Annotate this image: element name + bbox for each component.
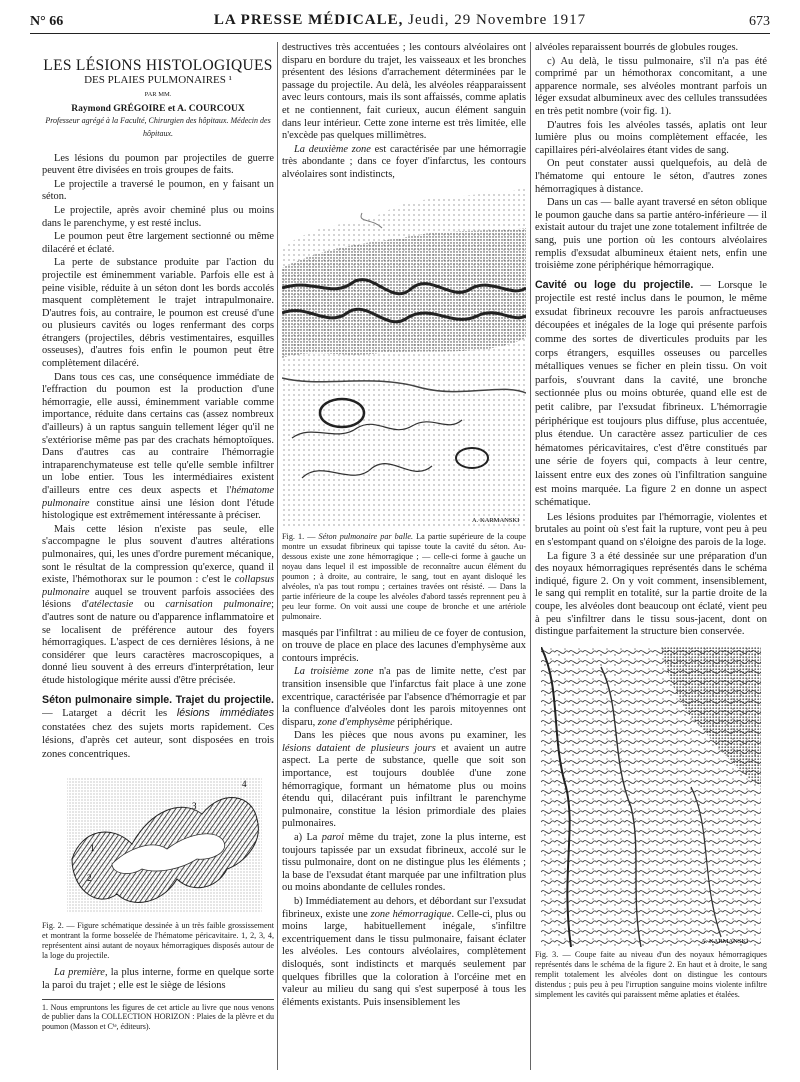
footnote: 1. Nous empruntons les figures de cet article au livre que nous venons de publier dans la COLLECTION HORIZON : Plaies de la plèvre et du poumon (Masson et Cⁱᵉ, éditeurs). [42, 999, 274, 1032]
figure-label: 2 [87, 873, 92, 884]
paragraph: a) La paroi même du trajet, zone la plus interne, est toujours tapissée par un exsudat fibrineux, accolé sur le tissu pulmonaire, dont on ne distingue plus les éléments ; la base de l'exsudat étant marquée par une infiltration plus ou moins abondante de cellules rondes. [282, 832, 526, 894]
page-header [30, 10, 770, 32]
section-heading: Séton pulmonaire simple. Trajet du projectile. — Latarget a décrit les lésions immédiates constatées chez des sujets morts rapidement. Ces lésions, d'après cet auteur, sont disposées en trois zones concentriques. [42, 693, 274, 760]
paragraph: Les lésions produites par l'hémorragie, violentes et brutales au point où s'est fait la rupture, vont peu à peu en s'estompant quand on s'éloigne des parois de la loge. [535, 511, 767, 548]
figure-label: 3 [192, 801, 197, 812]
column-rule [530, 42, 531, 1070]
column-1 [42, 42, 274, 1072]
figure-signature: A. KARMANSKI [701, 937, 749, 945]
issue-number: N° 66 [30, 14, 64, 29]
paragraph: Dans tous ces cas, une conséquence immédiate de l'effraction du poumon est la production d'une hémorragie, elle aussi, éminemment variable comme importance, réduite dans certains cas (assez nombreux d'ailleurs) à un raptus sanguin tellement léger qu'il ne s'extériorise même pas par des crachats hémoptoïques. Dans d'autres cas au contraire l'hémorragie intraparenchymateuse est telle qu'elle semble infiltrer un lobe entier. Tous les intermédiaires existent d'ailleurs entre ces deux aspects et l'hématome pulmonaire constitue ainsi une lésion dont l'étude histologique est extrêmement intéressante à préciser. [42, 371, 274, 522]
paragraph: La première, la plus interne, forme en quelque sorte la paroi du trajet ; elle est le siège de lésions [42, 967, 274, 992]
paragraph: destructives très accentuées ; les contours alvéolaires ont disparu en bordure du trajet, les vaisseaux et les bronches présentent des lésions d'arrachement déterminées par le passage du projectile. Au delà, les alvéoles réapparaissent avec leurs contours, mais ils sont affaissés, comme aplatis et ne contiennent, fait curieux, aucun élément sanguin dans leur intérieur. Cette zone interne est très limitée, elle n'excède pas quelques millimètres. [282, 42, 526, 142]
figure-1-caption: Fig. 1. — Séton pulmonaire par balle. La partie supérieure de la coupe montre un exsudat fibrineux qui tapisse toute la cavité du séton. Au-dessous existe une zone hémorragique ; — celle-ci forme à gauche un noyau dans lequel il est impossible de reconnaître aucun élément du poumon ; à droite, au contraire, le sang, tout en ayant disloqué les alvéoles, n'a pas tout rompu ; certaines travées ont résisté. — Dans la partie inférieure de la coupe les alvéoles d'abord tassés reprennent peu à peu leur forme. On voit aussi une coupe de bronche et une artériole pulmonaire. [282, 531, 526, 621]
figure-label: 1 [90, 843, 95, 854]
paragraph: La figure 3 a été dessinée sur une préparation d'un des noyaux hémorragiques représentés dans le schéma indiqué, figure 2. On y voit comment, insensiblement, le sang qui remplit en totalité, sur la partie droite de la coupe, les alvéoles dont beaucoup ont éclaté, vient peu à peu s'infiltrer dans le tissu sous-jacent, dont on distingue parfaitement la structure bien conservée. [535, 550, 767, 638]
paragraph: La perte de substance produite par l'action du projectile est éminemment variable. Parfois elle est à peine visible, réduite à un séton dont les bords accolés masquent complètement le trajet intrapulmonaire. D'autres fois, au contraire, le poumon est creusé d'une ou plusieurs cavités ou loges renfermant des corps étrangers (projectiles, débris vestimentaires, esquilles osseuses), d'autres fois enfin le poumon peut être complètement dilacéré. [42, 257, 274, 370]
paragraph: b) Immédiatement au dehors, et débordant sur l'exsudat fibrineux, existe une zone hémorragique. Celle-ci, plus ou moins large, habituellement inégale, s'infiltre excentriquement dans le tissu pulmonaire, faisant éclater les alvéoles. Les contours alvéolaires, complètement disloqués, sont indistincts et marqués seulement par quelques fibrilles que la coloration à l'orcéine met en valeur au milieu du sang qui s'est superposé à tous les éléments existants. Puis insensiblement les [282, 896, 526, 1008]
affiliation: Professeur agrégé à la Faculté, Chirurgien des hôpitaux. Médecin des hôpitaux. [45, 116, 271, 138]
figure-signature: A. KARMANSKI [472, 516, 520, 524]
column-rule [277, 42, 278, 1070]
paragraph: Le projectile, après avoir cheminé plus ou moins dans le parenchyme, y est resté inclus. [42, 204, 274, 229]
paragraph: masqués par l'infiltrat : au milieu de ce foyer de contusion, on trouve de place en place des lacunes d'emphysème aux contours imprécis. [282, 627, 526, 664]
header-rule [30, 33, 770, 34]
column-2 [282, 42, 526, 1072]
paragraph: alvéoles reparaissent bourrés de globules rouges. [535, 42, 739, 53]
by-line: PAR MM. [144, 91, 172, 99]
figure-2-drawing [42, 769, 274, 917]
column-3 [535, 42, 767, 1072]
article-title: LES LÉSIONS HISTOLOGIQUES [43, 57, 273, 74]
paragraph: Dans les pièces que nous avons pu examiner, les lésions dataient de plusieurs jours et avaient un autre aspect. La perte de substance, quelle que soit son importance, est toujours doublée d'une zone hémorragique, formant un hématome plus ou moins étendu qui, dilacérant puis infiltrant le parenchyme pulmonaire, constitue la lésion primordiale des plaies pulmonaires. [282, 730, 526, 830]
paragraph: Mais cette lésion n'existe pas seule, elle s'accompagne le plus souvent d'autres altérations pulmonaires, qui, les unes d'ordre purement mécanique, sont le résultat de la compression qu'exerce, quand il existe, l'hémothorax sur le poumon : c'est le collapsus pulmonaire auquel se trouvent parfois associées des lésions d'atélectasie ou carnisation pulmonaire; d'autres sont de nature ou d'apparence inflammatoire et se localisent de préférence autour des foyers hémorragiques. L'aspect de ces dernières lésions, à ne considérer que leurs caractères macroscopiques, a donné lieu souvent à des erreurs d'interprétation, leur étude histologique mérite aussi d'être précisée. [42, 523, 274, 686]
figure-1 [282, 188, 526, 528]
paragraph: Dans un cas — balle ayant traversé en séton oblique le poumon gauche dans sa partie antéro-inférieure — il existait autour du trajet une zone totalement infiltrée de sang, puis une portion où les contours alvéolaires remplis d'exsudat albumineux étaient nets, enfin une troisième zone périphérique hémorragique. [535, 197, 767, 272]
paragraph: Le poumon peut être largement sectionné ou même dilacéré et éclaté. [42, 231, 274, 255]
figure-3-drawing [541, 647, 761, 947]
paragraph: D'autres fois les alvéoles tassés, aplatis ont leur lumière plus ou moins complètement effacée, les capillaires péri-alvéolaires étant vides de sang. [535, 119, 767, 156]
figure-1-drawing [282, 188, 526, 528]
paragraph: La deuxième zone est caractérisée par une hémorragie très abondante ; dans ce foyer d'infarctus, les contours alvéolaires sont indistincts, [282, 143, 526, 180]
paragraph: La troisième zone n'a pas de limite nette, c'est par transition insensible que l'infarctus fait place à une zone excentrique, caractérisée par l'absence d'hémorragie et par la confluence d'alvéoles dont les parois mitoyennes ont disparu, zone d'emphysème périphérique. [282, 666, 526, 728]
figure-label: 4 [242, 779, 247, 790]
authors: Raymond GRÉGOIRE et A. COURCOUX [71, 103, 245, 114]
figure-3 [541, 647, 761, 947]
figure-2 [42, 769, 274, 917]
figure-3-caption: Fig. 3. — Coupe faite au niveau d'un des noyaux hémorragiques représentés dans le schéma de la figure 2. En haut et à droite, le sang remplit totalement les alvéoles dont on distingue les contours distendus ; puis peu à peu l'irruption sanguine moins violente infiltre simplement les cavités qui paraissent même aplaties et étalées. [535, 949, 767, 999]
paragraph: Les lésions du poumon par projectiles de guerre peuvent être divisées en trois groupes de faits. [42, 152, 274, 177]
journal-title: LA PRESSE MÉDICALE, Jeudi, 29 Novembre 1917 [213, 12, 587, 28]
figure-2-caption: Fig. 2. — Figure schématique dessinée à un très faible grossissement et montrant la forme bosselée de l'hématome péricavitaire. 1, 2, 3, 4, représentent ainsi autant de noyaux hémorragiques disposés autour de la loge du projectile. [42, 921, 274, 961]
paragraph: On peut constater aussi quelquefois, au delà de l'hématome qui entoure le séton, d'autres zones hémorragiques à distance. [535, 158, 767, 195]
paragraph: Le projectile a traversé le poumon, en y faisant un séton. [42, 178, 274, 203]
paragraph: c) Au delà, le tissu pulmonaire, s'il n'a pas été comprimé par un hémothorax concomitant, a une apparence normale, ses alvéoles montrant parfois un léger exsudat albumineux avec des cellules transsudées en très petit nombre (voir fig. 1). [535, 55, 767, 117]
page-number: 673 [749, 14, 770, 29]
article-subtitle: DES PLAIES PULMONAIRES ¹ [84, 73, 232, 86]
section-heading: Cavité ou loge du projectile. — Lorsque le projectile est resté inclus dans le poumon, le même exsudat fibrineux recouvre les parois anfractueuses découpées et inégales de la loge qui présente parfois comme des sortes de diverticules produits par les corps étrangers, esquilles osseuses ou parcelles métalliques venues se ficher en plein tissu. On voit parfois, s'ouvrant dans la cavité, une bronche sectionnée plus ou moins obturée, quand elle est de petit calibre, par l'exsudat fibrineux. L'hémorragie périphérique est toujours plus diffuse, plus accentuée, plus étendue. Un caractère assez particulier de ces hématomes péricavitaires, c'est d'être constitués par une série de foyers qui, compacts à leur centre, laissent entre eux des zones où l'infiltration sanguine est moins marquée. La figure 2 en donne un aspect schématique. [535, 278, 767, 509]
